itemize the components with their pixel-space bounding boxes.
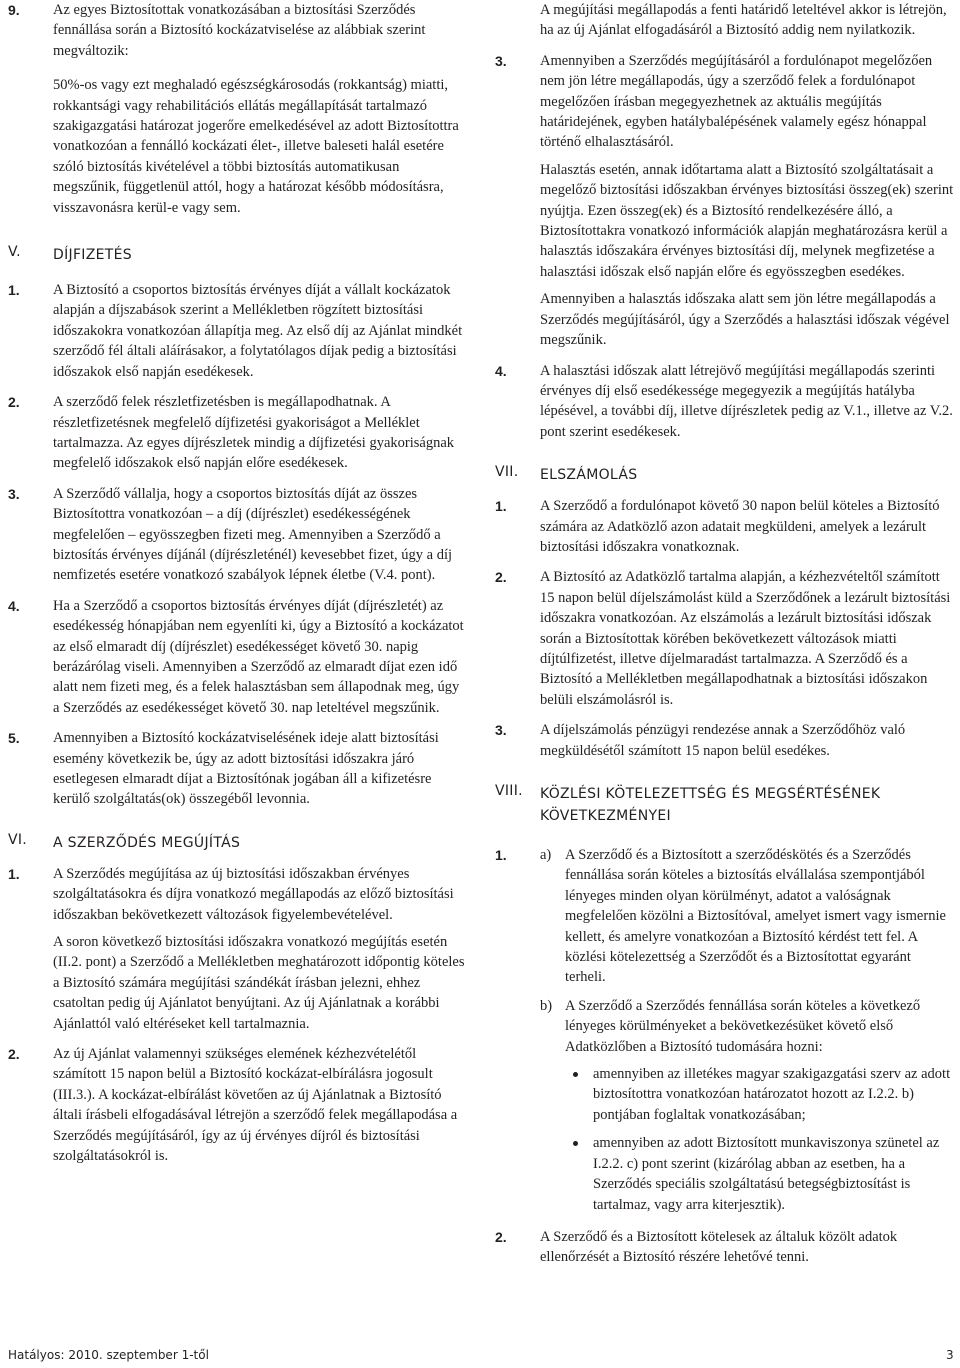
subclause-label: b) — [540, 997, 553, 1014]
clause-vi-2-continued — [495, 0, 955, 41]
page-number: 3 — [946, 1348, 954, 1362]
clause-text: Halasztás esetén, annak időtartama alatt a Biztosító szolgáltatásait a megelőző biztosítási időszakban érvényes biztosítási összeg(ek) szerint nyújtja. Ezen összeg(ek) és a Biztosító rendelkezésére álló, a Biztosítottakra vonatkozó információk alapján meghatározásra kerül a halasztás időszakára érvényes biztosítási díj, melynek megfizetése a halasztási időszak első napján előre és egyösszegben esedékes. — [540, 161, 954, 280]
bullet-list — [565, 1064, 955, 1215]
clause-text: A díjelszámolás pénzügyi rendezése annak a Szerződőhöz való megküldésétől számított 15 napon belül esedékes. — [540, 722, 906, 759]
section-title: DÍJFIZETÉS — [53, 247, 132, 264]
subclause-a — [540, 845, 955, 988]
section-number: VII. — [495, 464, 519, 481]
clause-v-3 — [8, 484, 468, 586]
clause-vii-3 — [495, 720, 955, 761]
clause-text: A Szerződő a fordulónapot követő 30 napon belül köteles a Biztosító számára az Adatközlő azon adatait megküldeni, amelyek a lezárult biztosítási időszakra vonatkoznak. — [540, 498, 940, 555]
clause-text: A Biztosító az Adatközlő tartalma alapján, a kézhezvételtől számított 15 napon belül díjelszámolást küld a Szerződőnek a lezárult biztosítási időszakra vonatkozóan. Az elszámolás a lezárult biztosítási időszak során a Biztosítottak körében bekövetkezett változások miatti díjtúlfizetést, illetve díjelmaradást tartalmazza. A Szerződő és a Biztosító a Mellékletben megállapodhatnak a biztosítási időszakon belüli elszámolásról is. — [540, 569, 951, 708]
clause-text: A halasztási időszak alatt létrejövő megújítási megállapodás szerinti érvényes díj első esedékessége megegyezik a megújítás hatályba lépésével, a további díj, illetve díjrészletek pedig az V.1., illetve az V.2. pont szerint esedékesek. — [540, 362, 953, 440]
clause-detail: 50%-os vagy ezt meghaladó egészségkárosodás (rokkantság) miatti, rokkantsági vagy rehabilitációs ellátás megállapítását tartalmazó szakigazgatási határozat jogerőre emelkedésével az adott Biztosítottra vonatkozóan a fennálló kockázati élet-, illetve baleseti halál esetére szóló biztosítás kivételével a többi biztosítás automatikusan megszűnik, függetlenül attól, hogy a határozat később módosításra, visszavonásra kerül-e vagy sem. — [53, 77, 459, 216]
clause-vi-3 — [495, 51, 955, 351]
clause-number: 1. — [495, 847, 507, 863]
section-heading-v — [8, 244, 468, 266]
clause-number: 1. — [8, 865, 20, 882]
clause-number: 4. — [8, 597, 20, 614]
clause-number: 2. — [495, 1228, 507, 1245]
section-heading-vii — [495, 464, 955, 486]
footer-effective-date: Hatályos: 2010. szeptember 1-től — [8, 1348, 209, 1362]
clause-text: Az új Ajánlat valamennyi szükséges elemének kézhezvételétől számított 15 napon belül a Biztosító kockázat-elbírálásra jogosult (III.3.). A kockázat-elbírálást követően az új Ajánlatnak a Biztosító általi írásbeli elfogadásával létrejön a szerződő felek megállapodása a Szerződés megújításáról, így az új érvényes díjról és biztosítási szolgáltatásokról is. — [53, 1046, 458, 1165]
clause-v-2 — [8, 392, 468, 474]
subclause-b — [540, 996, 955, 1215]
clause-text: A szerződő felek részletfizetésben is megállapodhatnak. A részletfizetésnek megfelelő díjfizetési gyakoriságot a Melléklet tartalmazza. Az egyes díjrészletek mindig a díjfizetési gyakoriságnak megfelelő időszakok első napján előre esedékesek. — [53, 394, 455, 472]
bullet-text: amennyiben az adott Biztosított munkaviszonya szünetel az I.2.2. c) pont szerint (kizárólag abban az esetben, ha a Szerződés speciális szolgáltatású betegségbiztosítást is tartalmaz, vagy arra kiterjesztik). — [593, 1135, 940, 1213]
clause-text: A Szerződés megújítása az új biztosítási időszakban érvényes szolgáltatásokra és díjra vonatkozó megállapodás az előző biztosítási időszakban bekövetkezett változások figyelembevételével. — [53, 865, 454, 923]
bullet-icon — [573, 1141, 578, 1146]
clause-number: 4. — [495, 362, 507, 379]
clause-number: 1. — [8, 282, 20, 299]
clause-viii-1 — [495, 845, 955, 1215]
clause-text: A soron következő biztosítási időszakra vonatkozó megújítás esetén (II.2. pont) a Szerződő a Mellékletben meghatározott időpontig köteles a Biztosító számára megújítási szándékát írásban jelezni, ehhez csatoltan pedig új Ajánlatot benyújtani. Az új Ajánlatnak a korábbi Ajánlattól való eltéréseket kell tartalmaznia. — [53, 934, 465, 1032]
clause-number: 2. — [8, 1046, 20, 1063]
clause-number: 3. — [8, 485, 20, 502]
section-number: V. — [8, 244, 21, 261]
right-column — [495, 0, 955, 1275]
bullet-item — [565, 1133, 955, 1215]
section-title-line-1: KÖZLÉSI KÖTELEZETTSÉG ÉS MEGSÉRTÉSÉNEK — [540, 786, 881, 802]
clause-9 — [8, 0, 468, 218]
left-column — [8, 0, 468, 1174]
subclause-label: a) — [540, 847, 552, 863]
bullet-text: amennyiben az illetékes magyar szakigazgatási szerv az adott biztosítottra vonatkozóan határozatot hozott az I.2.2. b) pontjában foglaltak vonatkozásában; — [593, 1066, 951, 1123]
clause-text: Amennyiben a Szerződés megújításáról a fordulónapot megelőzően nem jön létre megállapodás, úgy a szerződő felek a fordulónapot megelőzően írásban megegyezhetnek az aktuális megújítás határidejének, egyben hatálybalépésének valamely egész hónappal történő elhalasztásáról. — [540, 52, 933, 151]
clause-v-1 — [8, 280, 468, 382]
clause-text: Amennyiben a halasztás időszaka alatt sem jön létre megállapodás a Szerződés megújításáról, úgy a Szerződés a halasztási időszak végével megszűnik. — [540, 291, 950, 349]
section-title: A SZERZŐDÉS MEGÚJÍTÁS — [53, 834, 241, 851]
clause-text: Amennyiben a Biztosító kockázatviselésének ideje alatt biztosítási esemény következik be, úgy az adott biztosítási időszakra járó esetlegesen elmaradt díjat a Biztosítónak jogában áll a kifizetésre kerülő szolgáltatás(ok) összegéből levonnia. — [53, 730, 439, 808]
clause-text: A megújítási megállapodás a fenti határidő leteltével akkor is létrejön, ha az új Ajánlat elfogadásáról a Biztosító addig nem nyilatkozik. — [540, 2, 947, 39]
clause-number: 3. — [495, 722, 507, 739]
clause-text: A Szerződő vállalja, hogy a csoportos biztosítás díját az összes Biztosítottra vonatkozóan – a díj (díjrészlet) esedékességének megfelelően – egyösszegben fizeti meg. Amennyiben a Szerződő a biztosítás érvényes díjánál (díjrészleténél) kevesebbet fizet, úgy a díj nemfizetés esetére vonatkozó szabályok lépnek életbe (V.4. pont). — [53, 485, 452, 584]
clause-text: Ha a Szerződő a csoportos biztosítás érvényes díját (díjrészletét) az esedékesség hónapjában nem egyenlíti ki, úgy a Biztosító a kockázatot az első elmaradt díj (díjrészlet) esedékességet követő 30. napig berázárólag viseli. Amennyiben a Szerződő az elmaradt díjat ezen idő alatt nem fizeti meg, és a felek halasztásban sem állapodnak meg, úgy a Szerződés az esedékességet követő 30. nap leteltével megszűnik. — [53, 597, 464, 716]
clause-v-5 — [8, 728, 468, 810]
section-number: VI. — [8, 831, 28, 848]
subclause-text: A Szerződő és a Biztosított a szerződéskötés és a Szerződés fennállása során köteles a biztosítás elvállalása szempontjából lényeges minden olyan körülményt, adatot a valóságnak megfelelően közölni a Biztosítóval, amelyet ismert vagy ismernie kellett, és amelyre vonatkozóan a Biztosító kérdést tett fel. A közlési kötelezettség a Szerződőt és a Biztosítottat egyaránt terheli. — [565, 847, 946, 986]
section-heading-viii — [495, 783, 955, 827]
clause-vi-4 — [495, 361, 955, 443]
bullet-icon — [573, 1072, 578, 1077]
clause-vi-2 — [8, 1044, 468, 1166]
clause-text: A Szerződő és a Biztosított kötelesek az általuk közölt adatok ellenőrzését a Biztosító részére lehetővé tenni. — [540, 1228, 898, 1266]
section-title: ELSZÁMOLÁS — [540, 467, 638, 484]
clause-text: A Biztosító a csoportos biztosítás érvényes díját a vállalt kockázatok alapján a díjszabások szerint a Mellékletben rögzített biztosítási időszakokra vonatkozóan állapítja meg. Az első díj az Ajánlat mindkét szerződő fél általi aláírásakor, a folytatólagos díjak pedig a biztosítási időszakok első napján esedékesek. — [53, 282, 463, 380]
section-number: VIII. — [495, 783, 523, 799]
clause-vii-2 — [495, 567, 955, 710]
clause-number: 2. — [495, 569, 507, 586]
clause-number: 3. — [495, 52, 507, 69]
clause-vii-1 — [495, 496, 955, 557]
clause-text: Az egyes Biztosítottak vonatkozásában a biztosítási Szerződés fennállása során a Biztosító kockázatviselése az alábbiak szerint megváltozik: — [53, 2, 426, 59]
section-title — [540, 783, 880, 827]
clause-v-4 — [8, 596, 468, 718]
bullet-item — [565, 1064, 955, 1125]
section-heading-vi — [8, 832, 468, 854]
subclause-text: A Szerződő a Szerződés fennállása során köteles a következő lényeges körülményeket a bekövetkezésüket követő első Adatközlőben a Biztosító tudomására hozni: — [565, 997, 921, 1055]
section-title-line-2: KÖVETKEZMÉNYEI — [540, 808, 671, 824]
clause-number: 5. — [8, 730, 20, 747]
clause-number: 2. — [8, 394, 20, 411]
clause-viii-2 — [495, 1227, 955, 1268]
clause-vi-1 — [8, 864, 468, 1034]
clause-number: 1. — [495, 498, 507, 515]
clause-number: 9. — [8, 2, 20, 18]
